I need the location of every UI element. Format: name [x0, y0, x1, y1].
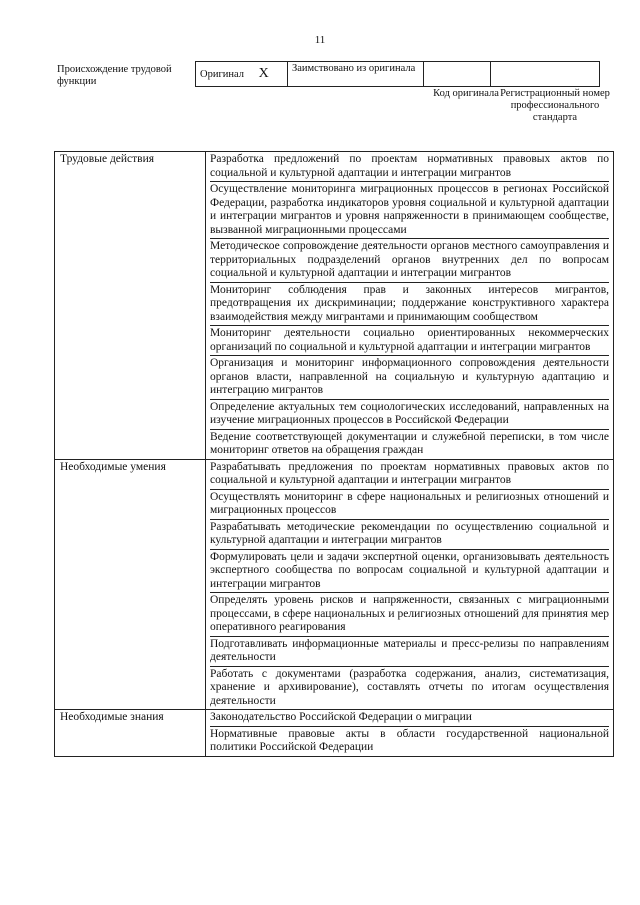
labor-function-table [54, 151, 614, 757]
section-items [206, 459, 614, 710]
borrowed-cell: Заимствовано из оригинала [288, 62, 424, 87]
origin-label: Происхождение трудовой функции [57, 64, 172, 87]
list-item: Разрабатывать методические рекомендации по осуществлению социальной и культурной адаптации и интеграции мигрантов [210, 519, 609, 549]
section-items [206, 152, 614, 460]
reg-number-caption: Регистрационный номер профессионального стандарта [500, 88, 610, 123]
list-item: Мониторинг соблюдения прав и законных интересов мигрантов, предотвращения их дискриминации; поддержание конструктивного характера взаимодействия между мигрантами и принимающим сообществом [210, 282, 609, 326]
original-cell [196, 62, 288, 87]
origin-table [195, 61, 600, 87]
list-item: Определять уровень рисков и напряженности, связанных с миграционными процессами, в сфере национальных и религиозных отношений для принятия мер оперативного реагирования [210, 592, 609, 636]
reg-number-cell [491, 62, 600, 87]
list-item: Законодательство Российской Федерации о миграции [210, 711, 472, 723]
section-items [206, 710, 614, 757]
page-number: 11 [314, 34, 326, 46]
list-item: Разрабатывать предложения по проектам нормативных правовых актов по социальной и культурной адаптации и интеграции мигрантов [210, 460, 609, 486]
list-item: Мониторинг деятельности социально ориентированных некоммерческих организаций по социальной и культурной адаптации и интеграции мигрантов [210, 325, 609, 355]
code-cell [424, 62, 491, 87]
section-label: Необходимые знания [55, 710, 206, 757]
section-row [55, 152, 614, 460]
list-item: Работать с документами (разработка содержания, анализ, систематизация, хранение и архивирование), составлять отчеты по итогам осуществления деятельности [210, 666, 609, 710]
list-item: Методическое сопровождение деятельности органов местного самоуправления и территориальных подразделений органов внутренних дел по вопросам социальной и культурной адаптации и интеграции мигрантов [210, 238, 609, 282]
original-label: Оригинал [200, 69, 244, 80]
section-label: Трудовые действия [55, 152, 206, 460]
section-row [55, 710, 614, 757]
section-label: Необходимые умения [55, 459, 206, 710]
section-row [55, 459, 614, 710]
list-item: Ведение соответствующей документации и служебной переписки, в том числе мониторинг ответов на обращения граждан [210, 429, 609, 459]
list-item: Разработка предложений по проектам нормативных правовых актов по социальной и культурной адаптации и интеграции мигрантов [210, 153, 609, 179]
list-item: Формулировать цели и задачи экспертной оценки, организовывать деятельность экспертного сообщества по вопросам социальной и культурной адаптации и интеграции мигрантов [210, 549, 609, 593]
original-mark: X [258, 66, 269, 81]
list-item: Определение актуальных тем социологических исследований, направленных на изучение миграционных процессов в Российской Федерации [210, 399, 609, 429]
code-caption: Код оригинала [433, 88, 499, 99]
list-item: Организация и мониторинг информационного сопровождения деятельности органов власти, направленной на социальную и культурную адаптацию и интеграцию мигрантов [210, 355, 609, 399]
list-item: Осуществление мониторинга миграционных процессов в регионах Российской Федерации, разработка индикаторов уровня социальной и культурной адаптации и интеграции мигрантов и уровня напряженности в принимающем сообществе, вызванной миграционными процессами [210, 181, 609, 238]
list-item: Нормативные правовые акты в области государственной национальной политики Российской Федерации [210, 726, 609, 756]
list-item: Осуществлять мониторинг в сфере национальных и религиозных отношений и миграционных процессов [210, 489, 609, 519]
list-item: Подготавливать информационные материалы и пресс-релизы по направлениям деятельности [210, 636, 609, 666]
